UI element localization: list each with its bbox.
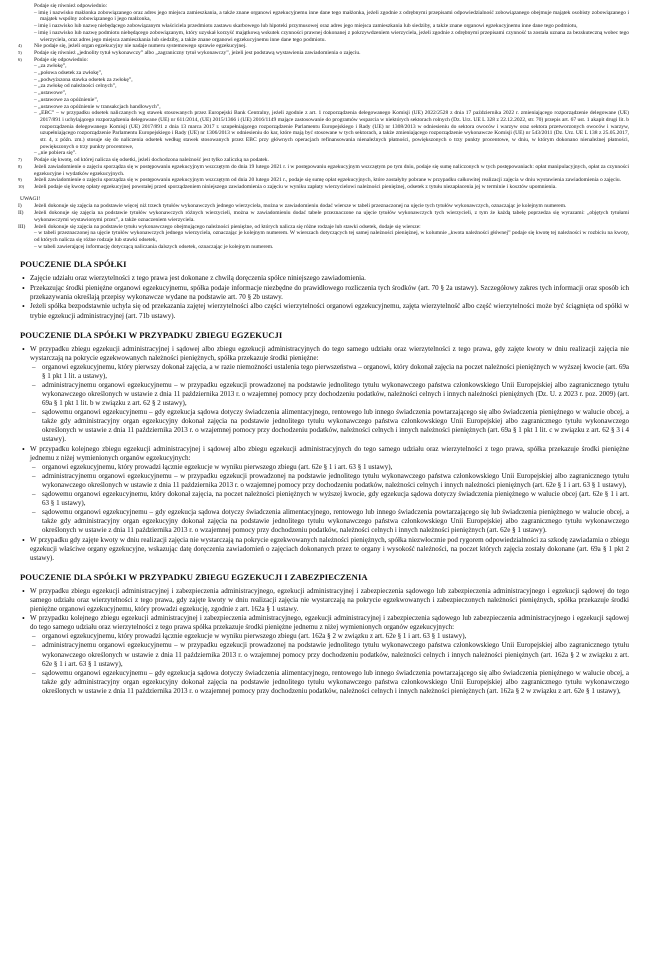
dash-text: sądowemu organowi egzekucyjnemu, który dokonał zajęcia, na poczet należności pieniężnych w wyższej kwocie, gdy egzekucja sądowa dotyczy świadczenia pieniężnego w walucie obcej (art. 62e § 1 i art. 63 § 1 ustawy), (42, 489, 629, 507)
footnote-text: Jeżeli podaje się kwotę opłaty egzekucyjnej powstałej przed sporządzeniem niniejszego zawiadomienia o zajęciu w wyniku zapłaty wierzycielowi należności pieniężnej, odsetek z tytułu niezapłacenia jej w terminie i kosztów upomnienia. (34, 183, 557, 190)
footnote-marker: 4) (18, 43, 22, 49)
section-heading: POUCZENIE DLA SPÓŁKI (20, 259, 127, 270)
dash-icon: – (32, 362, 36, 371)
bullet-icon: • (22, 444, 25, 454)
uwagi-item (18, 210, 629, 223)
bullet-item (18, 614, 629, 695)
uwagi-marker: III) (18, 223, 26, 230)
footnote-sub: – „podwyższona stawka odsetek za zwłokę”, (34, 76, 133, 83)
dash-icon: – (32, 668, 36, 677)
section-heading: POUCZENIE DLA SPÓŁKI W PRZYPADKU ZBIEGU EGZEKUCJI I ZABEZPIECZENIA (20, 571, 368, 582)
uwagi-text: Jeżeli dokonuje się zajęcia na podstawie tytułów wykonawczych różnych wierzycieli, można w zawiadomieniu dodać tabele przeznaczone na ujęcie tytułów wykonawczych tych wierzycieli, z tym że każdą tabelę poprzedza się wyrazami: „objętych tytułami wykonawczymi wystawionymi przez”, a także oznaczeniem wierzyciela. (34, 210, 629, 223)
footnote-marker: 8) (18, 163, 22, 169)
footnote (18, 184, 629, 191)
uwagi-marker: II) (18, 210, 24, 217)
footnote-text: Podaje się również odpowiednio: (34, 3, 108, 9)
dash-icon: – (32, 632, 36, 641)
section-body (18, 274, 629, 320)
footnote-sub: – „za zwłokę od należności celnych”, (34, 83, 117, 90)
footnote-sub: – imię i nazwisko lub nazwę niebędącego zobowiązanym właściciela przedmiotu zastawu skarbowego lub hipoteki przymusowej oraz adres jego miejsca zamieszkania lub siedziby, a także znane organowi egzekucyjnemu inne dane tego podmiotu, (34, 23, 578, 30)
footnote-sub: – „połowa odsetek za zwłokę”, (34, 70, 103, 77)
dash-item (30, 463, 629, 472)
dash-text: administracyjnemu organowi egzekucyjnemu – w przypadku egzekucji prowadzonej na podstawie jednolitego tytułu wykonawczego państwa członkowskiego Unii Europejskiej albo zagranicznego tytułu wykonawczego określonych w ustawie z dnia 11 października 2013 r. o wzajemnej pomocy przy dochodzeniu podatków, należności celnych i innych należności pieniężnych (art. 62e § 1 i art. 63 § 1 ustawy), (42, 471, 629, 489)
footnote-sub: – „nie pobiera się”. (34, 150, 77, 157)
dash-item (30, 472, 629, 490)
dash-icon: – (32, 407, 36, 416)
footnote-text: Podaje się również „jednolity tytuł wykonawczy” albo „zagraniczny tytuł wykonawczy”, jeżeli jest podstawą wystawienia zawiadomienia o zajęciu. (34, 49, 361, 56)
dash-item (30, 669, 629, 696)
dash-item (30, 408, 629, 444)
dash-text: organowi egzekucyjnemu, który pierwszy dokonał zajęcia, a w razie niemożności ustalenia tego pierwszeństwa – organowi, który dokonał zajęcia na poczet należności pieniężnych w wyższej kwocie (art. 69a § 1 pkt 1 lit. a ustawy), (42, 362, 629, 380)
dash-icon: – (32, 462, 36, 471)
uwagi-title: UWAGI! (20, 195, 41, 202)
bullet-text: Przekazując środki pieniężne organowi egzekucyjnemu, spółka podaje informacje niezbędne do prawidłowego rozliczenia tych środków (art. 70 § 2a ustawy). Szczegółowy zakres tych informacji oraz sposób ich przekazywania określają przepisy wykonawcze wydane na podstawie art. 70 § 2b ustawy. (30, 283, 629, 301)
footnote (18, 3, 629, 43)
bullet-icon: • (22, 614, 25, 624)
bullet-icon: • (22, 283, 25, 293)
bullet-item (18, 345, 629, 445)
bullet-icon: • (22, 344, 25, 354)
footnote (18, 164, 629, 177)
footnote-sub: – „ustawowe za opóźnienie w transakcjach handlowych”, (34, 103, 161, 110)
bullet-icon: • (22, 274, 25, 284)
footnote (18, 57, 629, 158)
footnotes (18, 3, 629, 191)
footnote (18, 50, 629, 57)
dash-text: sądowemu organowi egzekucyjnemu – gdy egzekucja sądowa dotyczy świadczenia alimentacyjnego, rentowego lub innego świadczenia powtarzającego się albo świadczenia pieniężnego w walucie obcej, a także gdy administracyjny organ egzekucyjny dokonał zajęcia na podstawie jednolitego tytułu wykonawczego państwa członkowskiego Unii Europejskiej albo zagranicznego tytułu wykonawczego określonych w ustawie z dnia 11 października 2013 r. o wzajemnej pomocy przy dochodzeniu podatków, należności celnych i innych należności pieniężnych (art. 69a § 1 pkt 1 lit. c w związku z art. 62 § 3 i 4 ustawy). (42, 407, 629, 444)
footnote-text: Nie podaje się, jeżeli organ egzekucyjny nie nadaje numeru systemowego sprawie egzekucyjnej. (34, 43, 247, 50)
bullet-item (18, 587, 629, 614)
dash-item (30, 363, 629, 381)
section-body (18, 587, 629, 696)
dash-text: organowi egzekucyjnemu, który prowadzi łącznie egzekucje w wyniku pierwszego zbiegu (art. 162a § 2 w związku z art. 62e § 1 i art. 63 § 1 ustawy), (42, 632, 467, 641)
footnote-text: Jeżeli zawiadomienie o zajęciu sporządza się w postępowaniu egzekucyjnym wszczętym do dnia 19 lutego 2021 r. i w postępowaniu egzekucyjnym wszczętym po tym dniu, podaje się sumę naliczonych w tych postępowaniach: opłat manipulacyjnych, opłat za czynności egzekucyjne i wydatków egzekucyjnych. (34, 163, 629, 177)
dash-icon: – (32, 380, 36, 389)
bullet-item (18, 536, 629, 563)
footnote (18, 157, 629, 164)
footnote (18, 177, 629, 184)
footnote-text: Jeżeli zawiadomienie o zajęciu sporządza się w postępowaniu egzekucyjnym wszczętym od dnia 20 lutego 2021 r., podaje się sumę opłat egzekucyjnych, które zostałyby pobrane w przypadku całkowitej realizacji zajęcia w dniu wystawienia zawiadomienia o zajęciu. (34, 177, 622, 184)
bullet-text: W przypadku kolejnego zbiegu egzekucji administracyjnej i sądowej albo zbiegu egzekucji administracyjnych do tego samego udziału oraz wierzytelności z tego prawa, spółka przekazuje środki pieniężne jednemu z niżej wymienionych organów egzekucyjnych: (30, 444, 629, 462)
dash-icon: – (32, 507, 36, 516)
uwagi-text: Jeżeli dokonuje się zajęcia na podstawie tytułu wykonawczego obejmującego należności pieniężne, od których nalicza się różne rodzaje lub stawki odsetek, dodaje się wiersze: – w tabeli przeznaczonej na ujęcie tytułów wykonawczych jednego wierzyciela, oznaczając je kolejnym numerem. W wierszach dotyczących tej samej należności pieniężnej, w kolumnie „kwota należności głównej” podaje się kwotę tej należności w rozbiciu na kwoty, od których nalicza się różne rodzaje lub stawki odsetek, – w tabeli zawierającej informację dotyczącą naliczania dalszych odsetek, oznaczając je kolejnym numerem. (34, 223, 629, 250)
bullet-text: Zajęcie udziału oraz wierzytelności z tego prawa jest dokonane z chwilą doręczenia spółce niniejszego zawiadomienia. (30, 274, 366, 283)
bullet-icon: • (22, 302, 25, 312)
bullet-text: W przypadku gdy zajęte kwoty w dniu realizacji zajęcia nie wystarczają na pokrycie egzekwowanych należności pieniężnych, spółka niezwłocznie pod rygorem odpowiedzialności za szkodę zawiadamia o zbiegu egzekucji właściwe organy egzekucyjne, wskazując datę doręczenia zawiadomień o zajęciach dokonanych przez te organy i wysokość należności, na poczet których zajęcia zostały dokonane (art. 69a § 1 pkt 2 ustawy). (30, 535, 629, 562)
dash-text: administracyjnemu organowi egzekucyjnemu – w przypadku egzekucji prowadzonej na podstawie jednolitego tytułu wykonawczego państwa członkowskiego Unii Europejskiej albo zagranicznego tytułu wykonawczego określonych w ustawie z dnia 11 października 2013 r. o wzajemnej pomocy przy dochodzeniu podatków, należności celnych i innych należności pieniężnych (art. 162a § 2 w związku z art. 62e § 1 i art. 63 § 1 ustawy), (42, 641, 629, 668)
uwagi-list (18, 203, 629, 250)
uwagi-item (18, 224, 629, 251)
uwagi-text: Jeżeli dokonuje się zajęcia na podstawie więcej niż trzech tytułów wykonawczych jednego wierzyciela, można w zawiadomieniu dodać wiersze w tabeli przeznaczonej na ujęcie tych tytułów wykonawczych, oznaczając je kolejnym numerem. (34, 203, 567, 210)
footnote (18, 43, 629, 50)
dash-text: sądowemu organowi egzekucyjnemu – gdy egzekucja sądowa dotyczy świadczenia alimentacyjnego, rentowego lub innego świadczenia powtarzającego się lub świadczenia pieniężnego w walucie obcej, a także gdy administracyjny organ egzekucyjny dokonał zajęcia na podstawie jednolitego tytułu wykonawczego państwa członkowskiego Unii Europejskiej albo zagranicznego tytułu wykonawczego określonych w ustawie z dnia 11 października 2013 r. o wzajemnej pomocy przy dochodzeniu podatków, należności celnych i innych należności pieniężnych (art. 62e § 1 ustawy). (42, 507, 629, 534)
footnote-marker: 9) (18, 177, 22, 183)
footnote-text: Podaje się odpowiednio: (34, 56, 89, 63)
bullet-text: Jeżeli spółka bezpodstawnie uchyla się od przekazania zajętej wierzytelności albo części wierzytelności organowi egzekucyjnemu, zajęta wierzytelność albo część wierzytelności może być ściągnięta od spółki w trybie egzekucji administracyjnej (art. 71b ustawy). (30, 302, 629, 320)
footnote-marker: 6) (18, 56, 22, 62)
bullet-text: W przypadku zbiegu egzekucji administracyjnej i sądowej albo zbiegu egzekucji administracyjnych do tego samego udziału oraz wierzytelności z tego prawa, gdy zajęte kwoty w dniu realizacji zajęcia nie wystarczają na pokrycie egzekwowanych należności pieniężnych, spółka przekazuje środki pieniężne: (30, 344, 629, 362)
bullet-item (18, 284, 629, 302)
bullet-item (18, 445, 629, 535)
section-body (18, 345, 629, 563)
footnote-marker: 7) (18, 157, 22, 163)
footnote-sub: – „ustawowe za opóźnienie”, (34, 96, 99, 103)
footnote-sub: – „EBC” – w przypadku odsetek naliczanych wg stawek stosowanych przez Europejski Bank Centralny, jeżeli zgodnie z art. 1 rozporządzenia delegowanego Komisji (UE) 2022/2528 z dnia 17 października 2022 r. zmieniającego rozporządzenie delegowane (UE) 2017/891 i uchylającego rozporządzenia delegowane (UE) nr 611/2014, (UE) 2015/1366 i (UE) 2016/1149 mające zastosowanie do programów wsparcia w niektórych sektorach rolnych (Dz. Urz. UE L 328 z 22.12.2022, str. 70) przepis art. 67 ust. 1 akapit drugi lit. b rozporządzenia delegowanego Komisji (UE) 2017/891 z dnia 13 marca 2017 r. uzupełniającego rozporządzenie Parlamentu Europejskiego i Rady (UE) nr 1308/2013 w odniesieniu do sektora owoców i warzyw oraz sektora przetworzonych owoców i warzyw, uzupełniającego rozporządzenie Parlamentu Europejskiego i Rady (UE) nr 1306/2013 w odniesieniu do kar, które mają być stosowane w tych sektorach, a także zmieniającego rozporządzenie wykonawcze Komisji (UE) nr 543/2011 (Dz. Urz. UE L 138 z 25.05.2017, str. 4, z późn. zm.) stosuje się do naliczenia odsetek według stawek stosowanych przez EBC przy głównych operacjach refinansowania nienależnych płatności, powiększonych o trzy punkty procentowe, w dniu, w którym dokonano nienależnej płatności, powiększonych o trzy punkty procentowe, (34, 110, 629, 150)
footnote-marker (18, 3, 34, 43)
uwagi-marker: I) (18, 203, 22, 210)
footnote-sub: – „za zwłokę”, (34, 63, 67, 70)
bullet-text: W przypadku kolejnego zbiegu egzekucji administracyjnej i zabezpieczenia administracyjnego, egzekucji administracyjnej i zabezpieczenia sądowego lub zabezpieczenia administracyjnego i egzekucji sądowej do tego samego udziału oraz wierzytelności z tego prawa spółka przekazuje środki pieniężne jednemu z niżej wymienionych organów egzekucyjnych: (30, 614, 629, 632)
bullet-item (18, 274, 629, 283)
footnote-sub: – imię i nazwisko małżonka zobowiązanego oraz adres jego miejsca zamieszkania, a także znane organowi egzekucyjnemu inne dane tego małżonka, jeżeli zgodnie z odrębnymi przepisami odpowiedzialność zobowiązanego obejmuje majątek osobisty zobowiązanego i majątek wspólny zobowiązanego i jego małżonka, (34, 9, 629, 23)
dash-item (30, 508, 629, 535)
footnote-text: Podaje się kwotę, od której nalicza się odsetki, jeżeli dochodzona należność jest tylko zaliczką na podatek. (34, 157, 269, 164)
dash-item (30, 632, 629, 641)
dash-icon: – (32, 641, 36, 650)
uwagi-item (18, 203, 629, 210)
footnote-marker: 5) (18, 49, 22, 55)
section-heading: POUCZENIE DLA SPÓŁKI W PRZYPADKU ZBIEGU EGZEKUCJI (20, 329, 283, 340)
dash-item (30, 381, 629, 408)
dash-item (30, 641, 629, 668)
dash-item (30, 490, 629, 508)
bullet-text: W przypadku zbiegu egzekucji administracyjnej i zabezpieczenia administracyjnego, egzekucji administracyjnej i zabezpieczenia sądowego lub zabezpieczenia administracyjnego i egzekucji sądowej do tego samego udziału oraz wierzytelności z tego prawa, gdy zajęte kwoty w dniu realizacji zajęcia nie wystarczają na pokrycie egzekwowanych i zabezpieczonych należności pieniężnych, spółka przekazuje środki pieniężne organowi egzekucyjnemu, który prowadzi egzekucję, zgodnie z art. 162a § 1 ustawy. (30, 586, 629, 613)
bullet-item (18, 302, 629, 320)
footnote-marker: 10) (18, 183, 25, 189)
dash-icon: – (32, 489, 36, 498)
dash-icon: – (32, 471, 36, 480)
dash-text: administracyjnemu organowi egzekucyjnemu – w przypadku egzekucji prowadzonej na podstawie jednolitego tytułu wykonawczego państwa członkowskiego Unii Europejskiej albo zagranicznego tytułu wykonawczego określonych w ustawie z dnia 11 października 2013 r. o wzajemnej pomocy przy dochodzeniu podatków, należności celnych i innych należności pieniężnych (Dz. U. z 2023 r. poz. 2009) (art. 69a § 1 pkt 1 lit. b w związku z art. 62 § 2 ustawy), (42, 380, 629, 407)
footnote-sub: – „ustawowe”, (34, 90, 67, 97)
dash-text: organowi egzekucyjnemu, który prowadzi łącznie egzekucje w wyniku pierwszego zbiegu (art. 62e § 1 i art. 63 § 1 ustawy), (42, 462, 393, 471)
dash-text: sądowemu organowi egzekucyjnemu – gdy egzekucja sądowa dotyczy świadczenia alimentacyjnego, rentowego lub innego świadczenia powtarzającego się albo świadczenia pieniężnego w walucie obcej, a także gdy administracyjny organ egzekucyjny dokonał zajęcia na podstawie jednolitego tytułu wykonawczego państwa członkowskiego Unii Europejskiej albo zagranicznego tytułu wykonawczego określonych w ustawie z dnia 11 października 2013 r. o wzajemnej pomocy przy dochodzeniu podatków, należności celnych i innych należności pieniężnych (art. 162a § 2 w związku z art. 62e § 1 ustawy), (42, 668, 629, 695)
bullet-icon: • (22, 586, 25, 596)
footnote-sub: – imię i nazwisko lub nazwę podmiotu niebędącego zobowiązanym, który uzyskał korzyść majątkową wskutek czynności prawnej dokonanej z pokrzywdzeniem wierzyciela, jeżeli zgodnie z odrębnymi przepisami czynność ta została uznana za bezskuteczną wobec tego wierzyciela, oraz adres jego miejsca zamieszkania lub siedziby, a także znane organowi egzekucyjnemu inne dane tego podmiotu. (34, 29, 629, 43)
bullet-icon: • (22, 535, 25, 545)
